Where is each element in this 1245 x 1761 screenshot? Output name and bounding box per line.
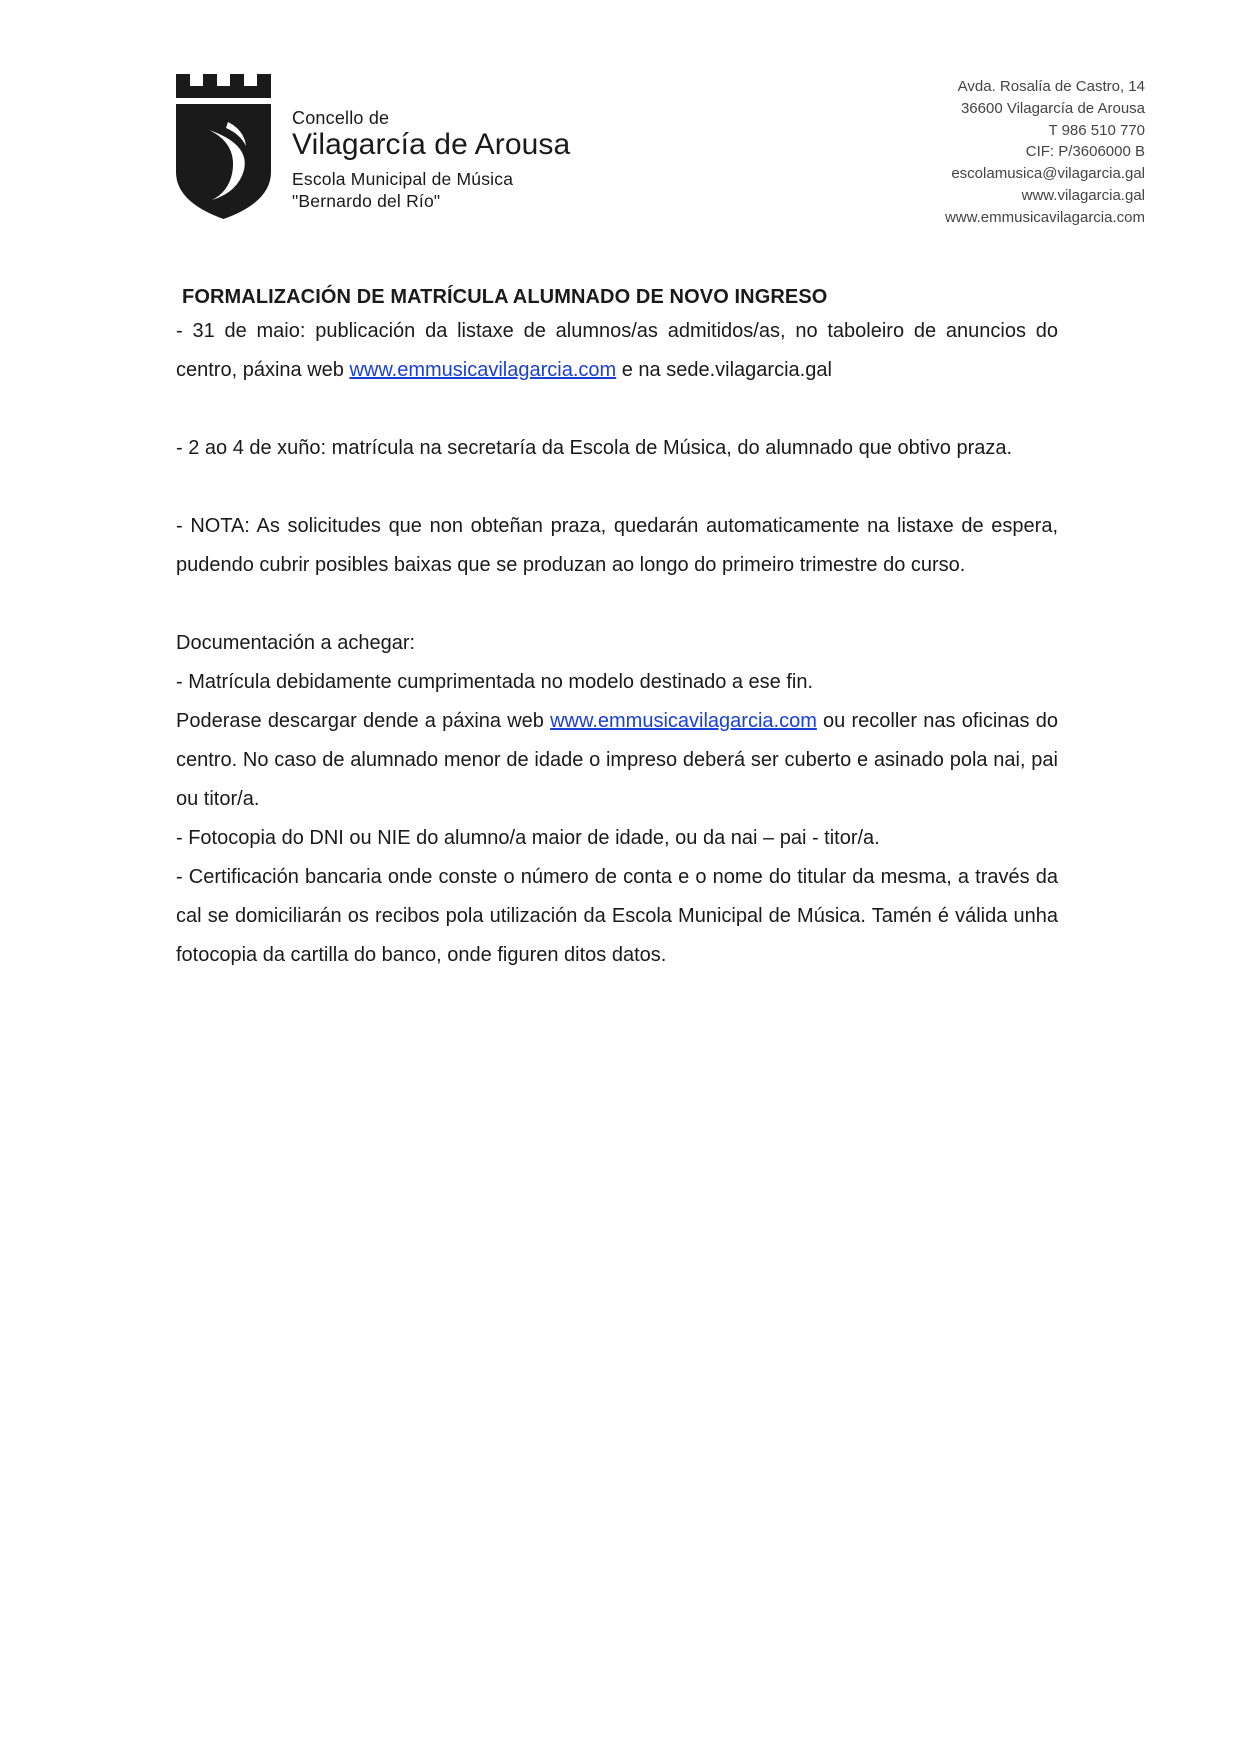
paragraph-item-1 bbox=[176, 312, 1058, 390]
paragraph-item-2: - 2 ao 4 de xuño: matrícula na secretaría da Escola de Música, do alumnado que obtivo praza. bbox=[176, 437, 1013, 459]
detail-text: Poderase descargar dende a páxina web bbox=[176, 710, 551, 732]
website-line: www.vilagarcia.gal bbox=[1021, 186, 1145, 204]
documents-heading: Documentación a achegar: bbox=[176, 632, 416, 654]
document-title: FORMALIZACIÓN DE MATRÍCULA ALUMNADO DE NOVO INGRESO bbox=[182, 286, 828, 308]
item-1-text-end: e na sede.vilagarcia.gal bbox=[616, 359, 832, 381]
paragraph-note: - NOTA: As solicitudes que non obteñan praza, quedarán automaticamente na listaxe de espera, pudendo cubrir posibles baixas que se produzan ao longo do primeiro trimestre do curso. bbox=[176, 515, 1058, 576]
phone-line: T 986 510 770 bbox=[1048, 121, 1145, 139]
org-line-4: "Bernardo del Río" bbox=[292, 191, 441, 211]
email-line: escolamusica@vilagarcia.gal bbox=[951, 165, 1145, 183]
cif-line: CIF: P/3606000 B bbox=[1025, 143, 1145, 161]
document-requirement-1: - Matrícula debidamente cumprimentada no modelo destinado a ese fin. bbox=[176, 671, 814, 693]
org-line-3: Escola Municipal de Música bbox=[292, 169, 514, 189]
document-body bbox=[176, 282, 1058, 975]
address-line: Avda. Rosalía de Castro, 14 bbox=[957, 78, 1145, 95]
website-line: www.emmusicavilagarcia.com bbox=[944, 208, 1145, 226]
document-requirement-1-detail bbox=[176, 702, 1058, 819]
spacer bbox=[176, 468, 1058, 507]
letterhead-logo bbox=[176, 74, 636, 224]
document-requirement-2: - Fotocopia do DNI ou NIE do alumno/a maior de idade, ou da nai – pai - titor/a. bbox=[176, 827, 880, 849]
website-link[interactable]: www.emmusicavilagarcia.com bbox=[349, 359, 617, 381]
document-requirement-3: - Certificación bancaria onde conste o número de conta e o nome do titular da mesma, a través da cal se domiciliarán os recibos pola utilización da Escola Municipal de Música. Tamén é válida unha fotocopia da cartilla do banco, onde figuren ditos datos. bbox=[176, 866, 1058, 966]
organization-name bbox=[292, 108, 652, 212]
spacer bbox=[176, 390, 1058, 429]
spacer bbox=[176, 585, 1058, 624]
website-link[interactable]: www.emmusicavilagarcia.com bbox=[550, 710, 817, 732]
org-line-1: Concello de bbox=[292, 108, 390, 128]
address-line: 36600 Vilagarcía de Arousa bbox=[960, 99, 1145, 117]
detail-text-end: ou recoller nas oficinas do centro. No caso de alumnado menor de idade o impreso deberá ser cuberto e asinado pola nai, pai ou titor/a. bbox=[176, 710, 1058, 810]
item-1-text: - 31 de maio: publicación da listaxe de alumnos/as admitidos/as, no taboleiro de anuncios do centro, páxina web bbox=[176, 320, 1058, 381]
address-block bbox=[825, 76, 1145, 229]
org-line-2: Vilagarcía de Arousa bbox=[292, 128, 571, 161]
crest-icon bbox=[176, 74, 271, 219]
